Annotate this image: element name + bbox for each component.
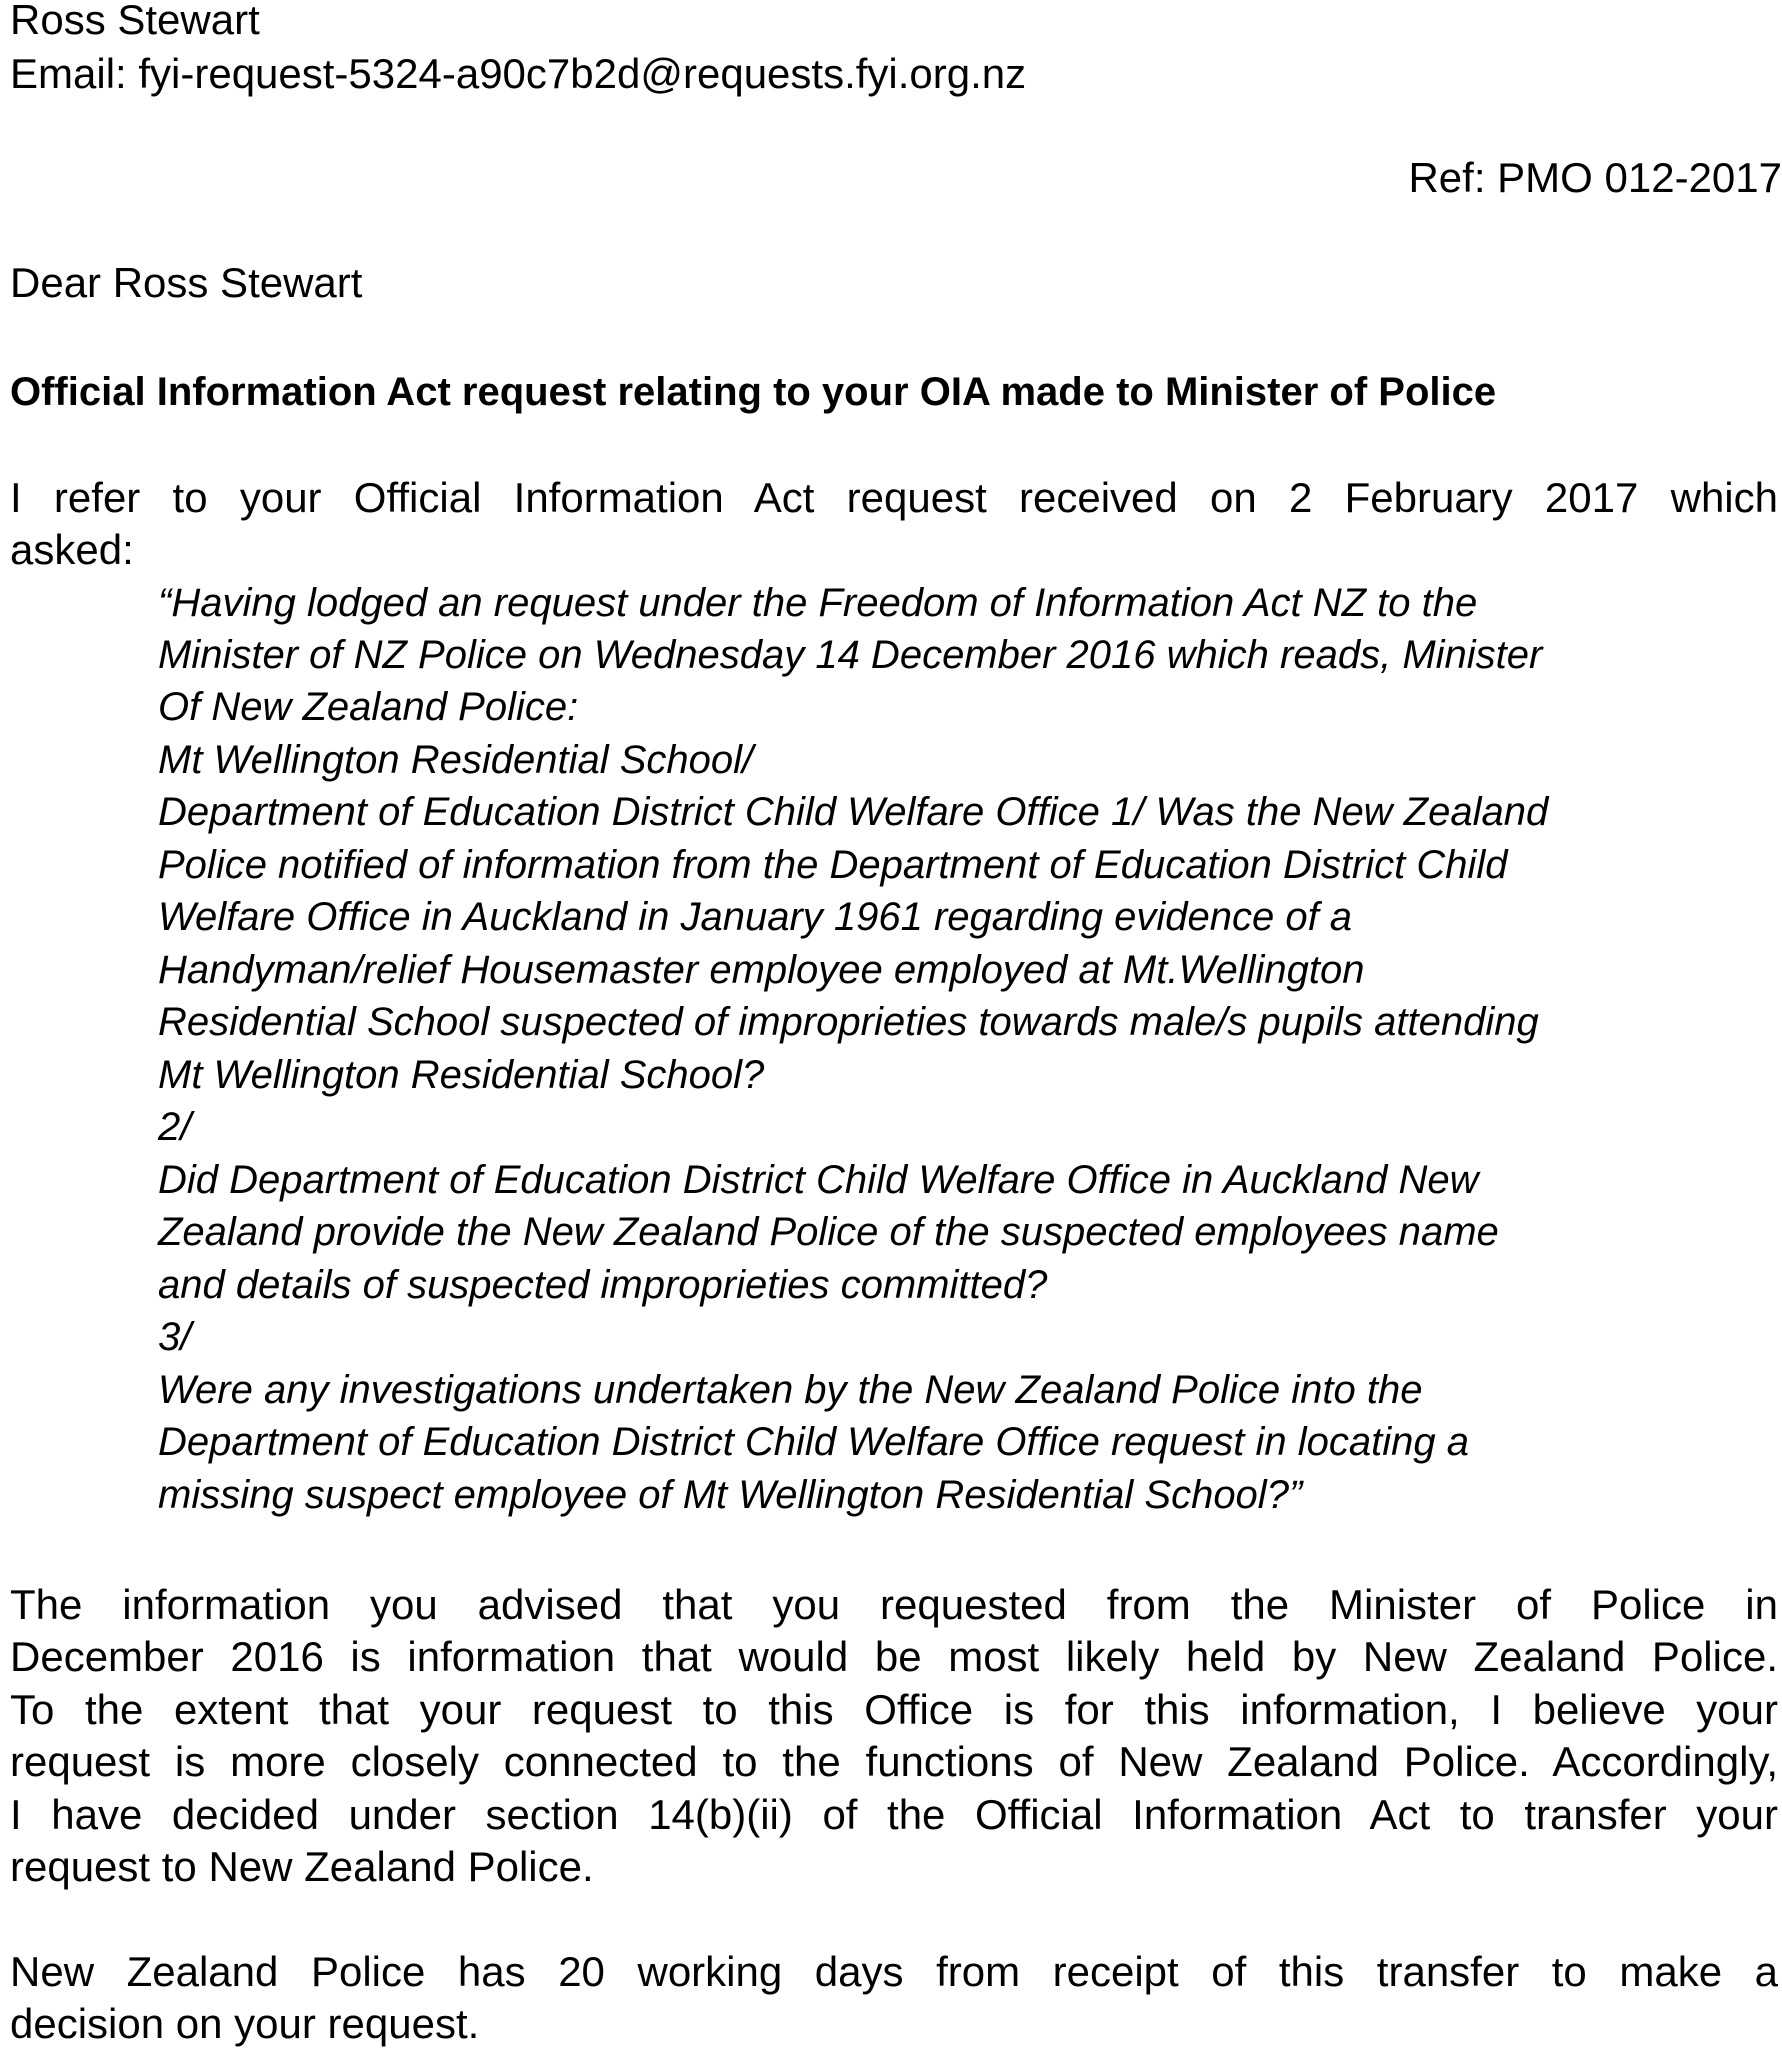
text-line: I refer to your Official Information Act request received on 2 February 2017 which [10, 474, 1778, 521]
quote-line: Welfare Office in Auckland in January 1961 regarding evidence of a [158, 895, 1353, 939]
quote-line: Did Department of Education District Child Welfare Office in Auckland New [158, 1158, 1479, 1202]
text-line: asked: [10, 526, 134, 573]
reference-number: Ref: PMO 012-2017 [1408, 154, 1782, 201]
quote-line: Police notified of information from the Department of Education District Child [158, 843, 1508, 887]
quote-line: Residential School suspected of improprieties towards male/s pupils attending [158, 1000, 1539, 1044]
quote-line: Minister of NZ Police on Wednesday 14 December 2016 which reads, Minister [158, 633, 1543, 677]
quote-line: 2/ [158, 1105, 192, 1149]
text-line: decision on your request. [10, 2000, 480, 2047]
quote-line: Handyman/relief Housemaster employee employed at Mt.Wellington [158, 948, 1365, 992]
quote-line: Mt Wellington Residential School/ [158, 738, 754, 782]
sender-name: Ross Stewart [10, 0, 260, 43]
sender-email: Email: fyi-request-5324-a90c7b2d@requests.fyi.org.nz [10, 50, 1027, 97]
text-line: New Zealand Police has 20 working days from receipt of this transfer to make a [10, 1948, 1778, 1995]
quote-line: “Having lodged an request under the Freedom of Information Act NZ to the [158, 581, 1478, 625]
quote-line: and details of suspected improprieties committed? [158, 1263, 1048, 1307]
quote-line: missing suspect employee of Mt Wellington Residential School?” [158, 1473, 1303, 1517]
text-line: To the extent that your request to this Office is for this information, I believe your [10, 1686, 1778, 1733]
text-line: request is more closely connected to the functions of New Zealand Police. Accordingly, [10, 1738, 1778, 1785]
text-line: December 2016 is information that would be most likely held by New Zealand Police. [10, 1633, 1778, 1680]
text-line: request to New Zealand Police. [10, 1843, 594, 1890]
quote-line: Of New Zealand Police: [158, 685, 579, 729]
letter-subject: Official Information Act request relating to your OIA made to Minister of Police [10, 370, 1497, 414]
quote-line: Department of Education District Child Welfare Office 1/ Was the New Zealand [158, 790, 1549, 834]
text-line: I have decided under section 14(b)(ii) of the Official Information Act to transfer your [10, 1791, 1778, 1838]
quote-line: Department of Education District Child Welfare Office request in locating a [158, 1420, 1469, 1464]
quote-line: Mt Wellington Residential School? [158, 1053, 765, 1097]
text-line: The information you advised that you requested from the Minister of Police in [10, 1581, 1778, 1628]
quote-line: Zealand provide the New Zealand Police of the suspected employees name [158, 1210, 1499, 1254]
quote-line: Were any investigations undertaken by the New Zealand Police into the [158, 1368, 1423, 1412]
quote-line: 3/ [158, 1315, 192, 1359]
salutation: Dear Ross Stewart [10, 259, 363, 306]
